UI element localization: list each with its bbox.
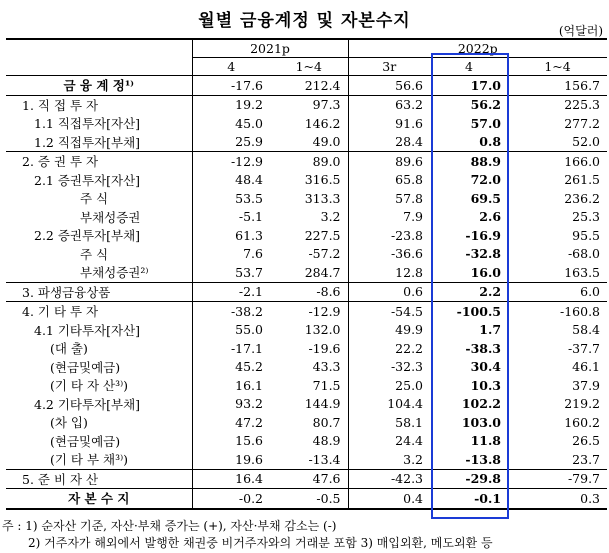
cell-value: 3.2 — [403, 451, 424, 467]
cell-value: 25.9 — [235, 134, 263, 150]
row-label: 4. 기 타 투 자 — [6, 302, 192, 321]
row-label: 4.1 기타투자[자산] — [6, 321, 192, 340]
row-label: (현금및예금) — [6, 432, 192, 451]
cell-value: 61.3 — [235, 227, 263, 243]
cell-value: 95.5 — [572, 227, 601, 243]
cell-value: 2.2 — [430, 282, 508, 302]
cell-value: 89.0 — [270, 152, 348, 171]
cell-value: -100.5 — [430, 302, 508, 321]
cell-value: 12.8 — [395, 264, 424, 280]
cell-value: 0.8 — [479, 134, 502, 150]
cell-value: -160.8 — [508, 302, 607, 321]
table-row — [6, 76, 607, 96]
table-row — [6, 413, 607, 432]
cell-value: 91.6 — [395, 115, 424, 131]
cell-value: 227.5 — [270, 226, 348, 245]
cell-value: 25.3 — [572, 209, 601, 225]
cell-value: 89.6 — [348, 152, 430, 171]
table-row — [6, 152, 607, 171]
header-col: 1~4 — [508, 58, 607, 76]
cell-value: 57.8 — [395, 190, 424, 206]
table-row — [6, 189, 607, 208]
row-label: 2. 증 권 투 자 — [6, 152, 192, 171]
table-row — [6, 114, 607, 133]
cell-value: 132.0 — [270, 321, 348, 340]
cell-value: 63.2 — [348, 95, 430, 114]
header-col: 3r — [348, 58, 430, 76]
cell-value: 219.2 — [564, 396, 601, 412]
table-row — [6, 450, 607, 469]
table-row — [6, 469, 607, 489]
unit-label: (억달러) — [558, 24, 603, 38]
cell-value: -32.8 — [465, 246, 502, 262]
cell-value: -37.7 — [567, 340, 601, 356]
table-row — [6, 339, 607, 358]
header-col: 1~4 — [270, 58, 348, 76]
row-label: 주 식 — [6, 245, 192, 264]
cell-value: 102.2 — [461, 396, 502, 412]
cell-value: 19.2 — [192, 95, 270, 114]
cell-value: 58.4 — [572, 322, 601, 338]
cell-value: 58.1 — [395, 414, 424, 430]
cell-value: 146.2 — [270, 114, 348, 133]
cell-value: 156.7 — [508, 76, 607, 96]
cell-value: 80.7 — [270, 413, 348, 432]
cell-value: 10.3 — [470, 377, 502, 393]
row-label: (기 타 부 채³⁾) — [6, 450, 192, 469]
row-label: 2.2 증권투자[부채] — [6, 226, 192, 245]
cell-value: -68.0 — [567, 246, 601, 262]
row-label: 1.2 직접투자[부채] — [6, 133, 192, 152]
row-label: 1. 직 접 투 자 — [6, 95, 192, 114]
cell-value: 28.4 — [395, 134, 424, 150]
row-label: (기 타 자 산³⁾) — [6, 376, 192, 395]
cell-value: -42.3 — [348, 469, 430, 489]
table-row — [6, 245, 607, 264]
footnotes — [2, 518, 493, 552]
cell-value: 160.2 — [564, 414, 601, 430]
cell-value: -19.6 — [270, 339, 348, 358]
table-row — [6, 358, 607, 377]
cell-value: -57.2 — [270, 245, 348, 264]
cell-value: 72.0 — [470, 172, 502, 188]
cell-value: 49.9 — [395, 322, 424, 338]
cell-value: -38.2 — [192, 302, 270, 321]
table-row — [6, 263, 607, 282]
header-year-2021: 2021p — [192, 39, 348, 58]
row-label: 자 본 수 지 — [6, 489, 192, 509]
cell-value: 316.5 — [270, 171, 348, 190]
cell-value: 103.0 — [461, 414, 502, 430]
cell-value: 236.2 — [564, 190, 601, 206]
table-body — [6, 76, 607, 509]
cell-value: 30.4 — [470, 359, 502, 375]
cell-value: 7.6 — [243, 246, 263, 262]
header-col: 4 — [192, 58, 270, 76]
cell-value: 45.2 — [235, 359, 263, 375]
cell-value: -5.1 — [238, 209, 263, 225]
row-label: 주 식 — [6, 189, 192, 208]
cell-value: -17.1 — [230, 340, 263, 356]
cell-value: 7.9 — [403, 209, 424, 225]
row-label: 금 융 계 정¹⁾ — [6, 76, 192, 96]
cell-value: 93.2 — [235, 396, 263, 412]
cell-value: -8.6 — [270, 282, 348, 302]
table-row — [6, 376, 607, 395]
cell-value: -79.7 — [508, 469, 607, 489]
cell-value: 88.9 — [430, 152, 508, 171]
table-row — [6, 432, 607, 451]
cell-value: 26.5 — [572, 433, 601, 449]
cell-value: 11.8 — [470, 433, 502, 449]
cell-value: 47.6 — [270, 469, 348, 489]
cell-value: -23.8 — [390, 227, 424, 243]
cell-value: 47.2 — [235, 414, 263, 430]
cell-value: 144.9 — [270, 395, 348, 414]
row-label: 1.1 직접투자[자산] — [6, 114, 192, 133]
cell-value: 15.6 — [235, 433, 263, 449]
cell-value: 49.0 — [270, 133, 348, 152]
cell-value: 284.7 — [270, 263, 348, 282]
row-label: 2.1 증권투자[자산] — [6, 171, 192, 190]
cell-value: 52.0 — [572, 134, 601, 150]
cell-value: 3.2 — [270, 208, 348, 227]
cell-value: 24.4 — [395, 433, 424, 449]
cell-value: -0.2 — [192, 489, 270, 509]
cell-value: 0.3 — [508, 489, 607, 509]
cell-value: 166.0 — [508, 152, 607, 171]
cell-value: 104.4 — [387, 396, 424, 412]
cell-value: 16.1 — [235, 377, 263, 393]
cell-value: 19.6 — [235, 451, 263, 467]
cell-value: -54.5 — [348, 302, 430, 321]
cell-value: 55.0 — [235, 322, 263, 338]
cell-value: -38.3 — [465, 340, 502, 356]
cell-value: 163.5 — [564, 264, 601, 280]
cell-value: -13.8 — [465, 451, 502, 467]
header-col: 4 — [430, 58, 508, 76]
page-title: 월별 금융계정 및 자본수지 — [198, 11, 411, 31]
table-row — [6, 171, 607, 190]
cell-value: 25.0 — [395, 377, 424, 393]
footnote-2: 2) 거주자가 해외에서 발행한 채권중 비거주자와의 거래분 포함 3) 매입외환, 메도외환 등 — [28, 536, 493, 550]
cell-value: 37.9 — [572, 377, 601, 393]
cell-value: 1.7 — [479, 322, 502, 338]
cell-value: 16.0 — [470, 264, 502, 280]
cell-value: 212.4 — [270, 76, 348, 96]
table-row — [6, 282, 607, 302]
table-row — [6, 302, 607, 321]
cell-value: 22.2 — [395, 340, 424, 356]
row-label: (차 입) — [6, 413, 192, 432]
table-row — [6, 133, 607, 152]
cell-value: -0.1 — [430, 489, 508, 509]
header-year-2022: 2022p — [348, 39, 607, 58]
cell-value: 261.5 — [564, 172, 601, 188]
cell-value: -16.9 — [465, 227, 502, 243]
row-label: (대 출) — [6, 339, 192, 358]
cell-value: 57.0 — [470, 115, 502, 131]
cell-value: -29.8 — [430, 469, 508, 489]
row-label: (현금및예금) — [6, 358, 192, 377]
cell-value: 65.8 — [395, 172, 424, 188]
cell-value: 225.3 — [508, 95, 607, 114]
cell-value: -12.9 — [192, 152, 270, 171]
header-blank — [6, 39, 192, 76]
cell-value: 45.0 — [235, 115, 263, 131]
table-row — [6, 208, 607, 227]
cell-value: 69.5 — [470, 190, 502, 206]
cell-value: 48.9 — [270, 432, 348, 451]
capital-account-table — [6, 38, 607, 510]
cell-value: 56.6 — [348, 76, 430, 96]
cell-value: -2.1 — [192, 282, 270, 302]
cell-value: 23.7 — [572, 451, 601, 467]
table-row — [6, 226, 607, 245]
cell-value: -13.4 — [270, 450, 348, 469]
cell-value: 56.2 — [430, 95, 508, 114]
cell-value: 48.4 — [235, 172, 263, 188]
cell-value: 0.6 — [348, 282, 430, 302]
cell-value: 71.5 — [270, 376, 348, 395]
cell-value: 43.3 — [270, 358, 348, 377]
cell-value: 53.7 — [235, 264, 263, 280]
cell-value: 16.4 — [192, 469, 270, 489]
cell-value: 2.6 — [479, 209, 502, 225]
cell-value: 46.1 — [572, 359, 601, 375]
table-row — [6, 489, 607, 509]
cell-value: 17.0 — [430, 76, 508, 96]
cell-value: -36.6 — [390, 246, 424, 262]
row-label: 3. 파생금융상품 — [6, 282, 192, 302]
cell-value: 0.4 — [348, 489, 430, 509]
cell-value: -12.9 — [270, 302, 348, 321]
cell-value: 313.3 — [270, 189, 348, 208]
table-row — [6, 395, 607, 414]
row-label: 부채성증권 — [6, 208, 192, 227]
row-label: 4.2 기타투자[부채] — [6, 395, 192, 414]
table-row — [6, 95, 607, 114]
cell-value: -17.6 — [192, 76, 270, 96]
cell-value: 97.3 — [270, 95, 348, 114]
cell-value: -32.3 — [390, 359, 424, 375]
footnote-1: 주 : 1) 순자산 기준, 자산·부채 증가는 (+), 자산·부채 감소는 (-) — [2, 519, 337, 533]
table-row — [6, 321, 607, 340]
cell-value: 277.2 — [564, 115, 601, 131]
cell-value: 53.5 — [235, 190, 263, 206]
cell-value: -0.5 — [270, 489, 348, 509]
row-label: 부채성증권²⁾ — [6, 263, 192, 282]
row-label: 5. 준 비 자 산 — [6, 469, 192, 489]
cell-value: 6.0 — [508, 282, 607, 302]
